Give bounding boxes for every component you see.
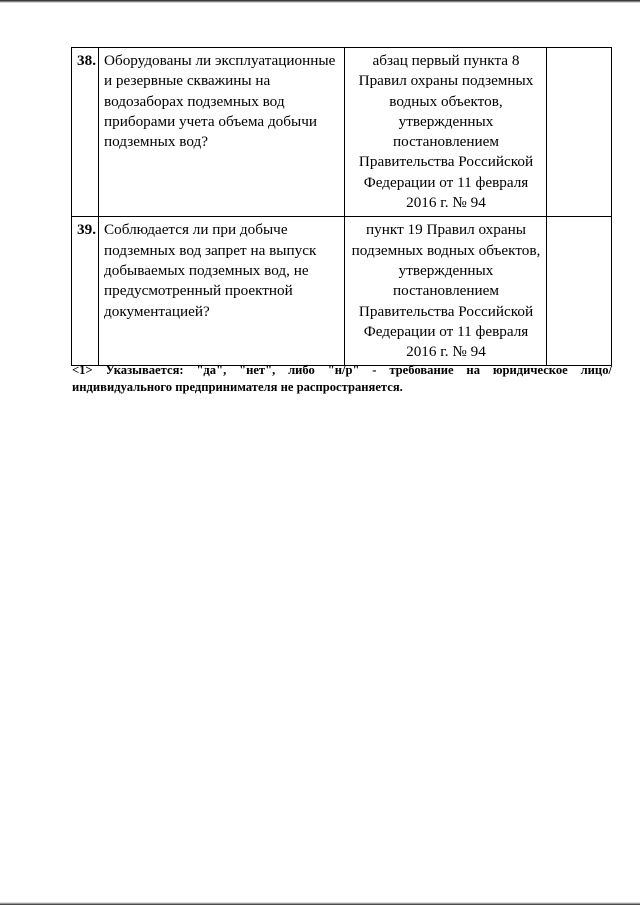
- table-row: [72, 48, 612, 217]
- requirements-table: [71, 47, 612, 366]
- question-cell: Оборудованы ли эксплуатационные и резервные скважины на водозаборах подземных вод приборами учета объема добычи подземных вод?: [99, 48, 345, 217]
- legal-reference-cell: пункт 19 Правил охраны подземных водных объектов, утвержденных постановлением Правительства Российской Федерации от 11 февраля 2016 г. № 94: [345, 217, 547, 366]
- table-row: [72, 217, 612, 366]
- row-number: 39.: [72, 217, 99, 366]
- question-cell: Соблюдается ли при добыче подземных вод запрет на выпуск добываемых подземных вод, не предусмотренный проектной документацией?: [99, 217, 345, 366]
- row-number: 38.: [72, 48, 99, 217]
- footnote: <1> Указывается: "да", "нет", либо "н/р" - требование на юридическое лицо/индивидуального предпринимателя не распространяется.: [72, 363, 612, 394]
- scan-edge-top: [0, 0, 640, 3]
- legal-reference-cell: абзац первый пункта 8 Правил охраны подземных водных объектов, утвержденных постановлением Правительства Российской Федерации от 11 февраля 2016 г. № 94: [345, 48, 547, 217]
- answer-cell: [547, 217, 612, 366]
- answer-cell: [547, 48, 612, 217]
